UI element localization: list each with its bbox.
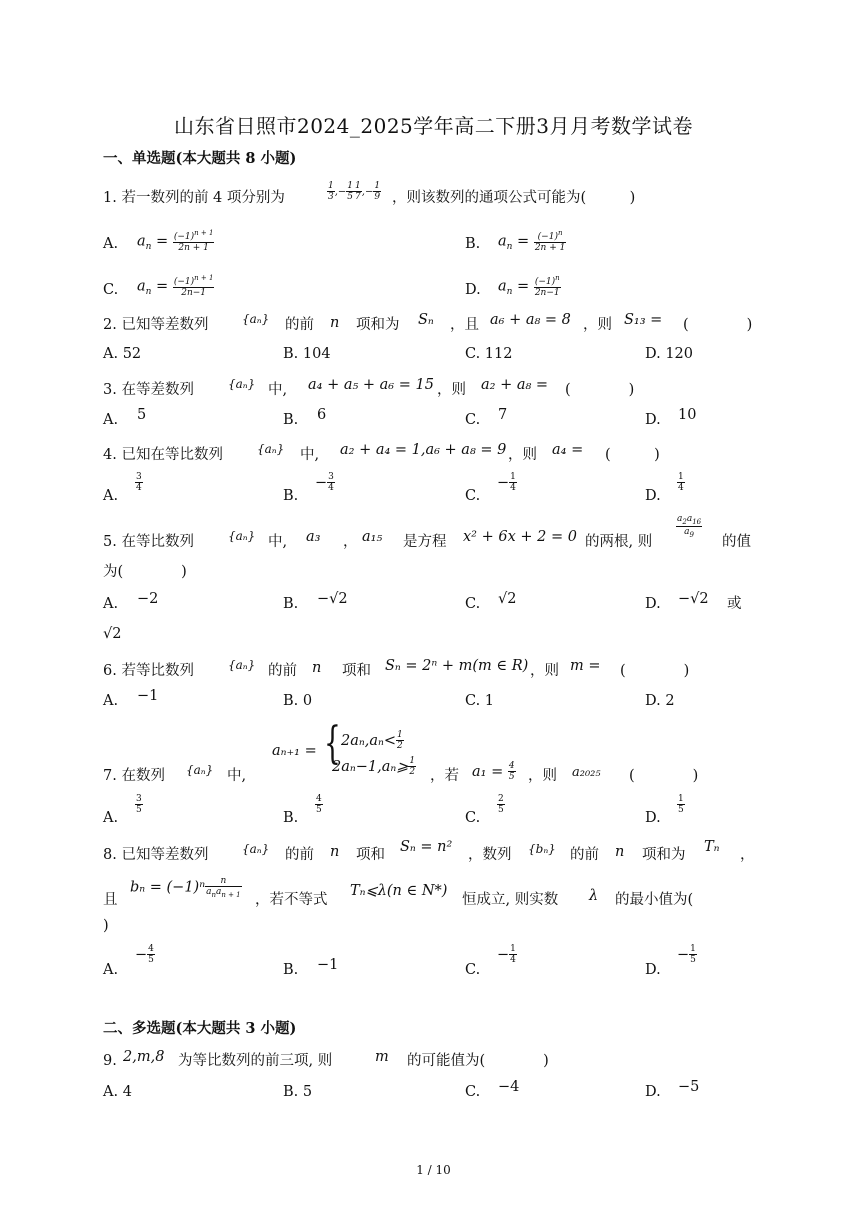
section-heading: 一、单选题(本大题共 8 小题) (103, 150, 297, 167)
section-heading: 二、多选题(本大题共 3 小题) (103, 1020, 297, 1037)
page-number: 1 / 10 (416, 1163, 451, 1177)
page-title: 山东省日照市2024_2025学年高二下册3月月考数学试卷 (173, 114, 694, 138)
